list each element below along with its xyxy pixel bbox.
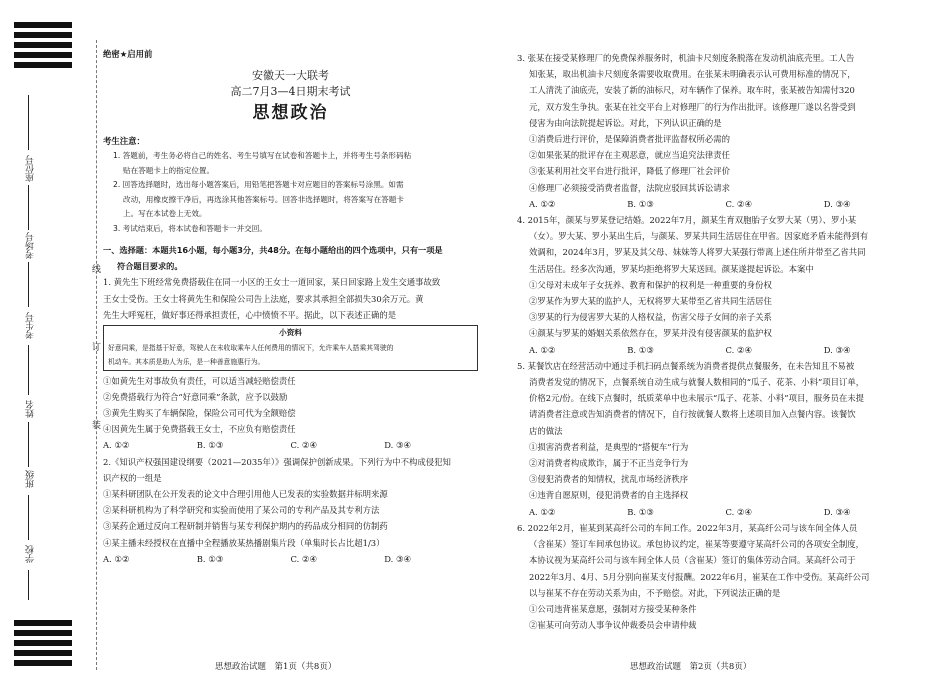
option-line: ②免费搭载行为符合“好意同乘”条款，应予以鼓励: [103, 391, 288, 402]
exam-title: 安徽天一大联考: [252, 69, 329, 83]
choice-d: D. ③④: [384, 440, 412, 451]
binding-rule: [28, 345, 29, 395]
binding-rule: [28, 422, 29, 467]
option-line: ③某药企通过反向工程研制并销售与某专利保护期内的药品成分相同的仿制药: [103, 521, 388, 532]
option-line: ③张某利用社交平台进行批评，降低了修理厂社会评价: [529, 166, 730, 177]
question-text: （含崔某）签订车间承包协议。承包协议约定，崔某等要遵守某高纤公司的各项安全制度，: [529, 539, 864, 550]
cut-mark-bind: 装: [92, 421, 102, 431]
answer-choices: [517, 342, 922, 358]
choice-b: B. ①③: [627, 344, 654, 355]
question-text: 消费者发觉的情况下，点餐系统自动生成与就餐人数相同的“瓜子、花茶、小料”项目订单，: [529, 377, 865, 388]
page-2-footer: 思想政治试题 第2页（共8页）: [630, 662, 752, 672]
question-text: 识产权的一组是: [103, 472, 162, 483]
notice-list: [103, 149, 478, 236]
info-box-line: 机动车。其本质是助人为乐，是一种善意施惠行为。: [108, 358, 265, 367]
confidential-mark: 绝密★启用前: [103, 49, 153, 59]
option-line: ③侵犯消费者的知情权，扰乱市场经济秩序: [529, 474, 689, 485]
choice-a: A. ①②: [103, 553, 130, 564]
option-line: ②对消费者构成欺诈，属于不正当竞争行为: [529, 458, 689, 469]
choice-c: C. ②④: [725, 344, 752, 355]
question-text: 本协议视为某高纤公司与该车间全体人员（含崔某）签订的集体劳动合同。某高纤公司于: [529, 555, 856, 566]
option-line: ③黄先生购买了车辆保险，保险公司可代为全额赔偿: [103, 407, 296, 418]
option-line: ②崔某可向劳动人事争议仲裁委员会申请仲裁: [529, 620, 697, 631]
exam-subtitle: 高二7月3—4日期末考试: [230, 85, 351, 99]
option-line: ①公司违背崔某意愿，强制对方接受某种条件: [529, 603, 697, 614]
choice-a: A. ①②: [529, 198, 556, 209]
binding-rule: [28, 495, 29, 540]
question-text: 5. 某餐饮店在经营活动中通过手机扫码点餐系统为消费者提供点餐服务，在未告知且不易被: [517, 360, 855, 371]
choice-b: B. ①③: [627, 506, 654, 517]
subject-title: 思想政治: [252, 102, 329, 123]
school-label: 学校: [26, 545, 36, 563]
cut-line: [96, 40, 97, 670]
question-text: 请消费者注意或告知消费者的情况下，自行按就餐人数将上述项目加入点餐内容。该餐饮: [529, 409, 856, 420]
notice-line: 改动，用橡皮擦干净后，再选涂其他答案标号。回答非选择题时，将答案写在答题卡: [123, 194, 404, 204]
page-1-footer: 思想政治试题 第1页（共8页）: [215, 662, 337, 672]
option-line: ④某主播未经授权在直播中全程播放某热播剧集片段（单集时长占比超1/3）: [103, 537, 385, 548]
answer-choices: [517, 196, 922, 212]
option-line: ②如果张某的批评存在主观恶意，就应当追究法律责任: [529, 150, 730, 161]
option-line: ②罗某作为罗大某的监护人，无权将罗大某带至乙省共同生活居住: [529, 296, 772, 307]
question-text: 先生大呼冤枉，做好事还得承担责任，心中愤愤不平。据此，以下表述正确的是: [103, 309, 397, 320]
option-line: ④因黄先生属于免费搭载王女士，不应负有赔偿责任: [103, 424, 296, 435]
question-text: 生活居住。经多次沟通，罗某均拒绝将罗大某送回。颜某遂提起诉讼。本案中: [529, 263, 814, 274]
answer-choices: [103, 437, 478, 453]
choice-c: C. ②④: [725, 198, 752, 209]
notice-line: 2. 回答选择题时，选出每小题答案后，用铅笔把答题卡对应题目的答案标号涂黑。如需: [113, 180, 404, 190]
question-4: [517, 212, 922, 358]
choice-b: B. ①③: [196, 553, 224, 564]
choice-c: C. ②④: [290, 553, 317, 564]
notice-line: 1. 答题前，考生务必将自己的姓名、考生号填写在试卷和答题卡上，并将考生号条形码粘: [113, 151, 412, 161]
option-line: ①损害消费者利益，是典型的“搭便车”行为: [529, 441, 689, 452]
question-text: 效调和，2024年3月，罗某及其父母、妹妹等人将罗大某强行带离上述住所并带至乙省共同: [529, 247, 866, 258]
seat-number-label: 座位号: [26, 155, 36, 182]
question-text: 2022年3月、4月、5月分别向崔某支付报酬。2022年6月，崔某在工作中受伤。某高纤公司: [529, 571, 870, 582]
question-text: 4. 2015年，颜某与罗某登记结婚。2022年7月，颜某生育双胞胎子女罗大某（男）、罗小某: [517, 215, 857, 226]
option-line: ①如黄先生对事故负有责任，可以适当减轻赔偿责任: [103, 375, 296, 386]
page-1: [103, 48, 478, 567]
question-5: [517, 358, 922, 520]
question-text: 3. 张某在接受某修理厂的免费保养服务时，机油卡尺刻度条脱落在发动机油底壳里。工人告: [517, 53, 855, 63]
question-text: 知张某，取出机油卡尺刻度条需要收取费用。在张某未明确表示认可费用标准的情况下，: [529, 69, 856, 80]
question-text: 以与崔某不存在劳动关系为由，不予赔偿。对此，下列说法正确的是: [529, 587, 781, 598]
choice-a: A. ①②: [529, 344, 556, 355]
question-text: 1. 黄先生下班经常免费搭载住在同一小区的王女士一道回家，某日回家路上发生交通事故致: [103, 277, 441, 288]
binding-rule: [28, 262, 29, 307]
notice-line: 上。写在本试卷上无效。: [123, 209, 207, 219]
answer-choices: [103, 551, 478, 567]
question-text: 6. 2022年2月，崔某到某高纤公司的车间工作。2022年3月，某高纤公司与该车间全体人员: [517, 522, 858, 533]
choice-b: B. ①③: [196, 440, 224, 451]
question-6: [517, 520, 922, 633]
option-line: ①某科研团队在公开发表的论文中合理引用他人已发表的实验数据并标明来源: [103, 488, 388, 499]
choice-b: B. ①③: [627, 198, 654, 209]
question-text: 侵害为由向法院提起诉讼。对此，下列认识正确的是: [529, 117, 722, 128]
question-text: 2.《知识产权强国建设纲要（2021—2035年）》强调保护创新成果。下列行为中不构成侵犯知: [103, 456, 451, 467]
question-text: 王女士受伤。王女士将黄先生和保险公司告上法庭，要求其承担全部损失30余万元。黄: [103, 293, 424, 304]
choice-d: D. ③④: [384, 553, 412, 564]
choice-d: D. ③④: [823, 506, 851, 517]
cut-mark-line: 线: [92, 265, 102, 275]
option-line: ③罗某的行为侵害罗大某的人格权益，伤害父母子女间的亲子关系: [529, 312, 772, 323]
section-header-line: 符合题目要求的。: [117, 261, 183, 272]
question-text: 工人清洗了油底壳，安装了新的油标尺，对车辆作了保养。取车时，张某被告知需付320: [529, 85, 855, 96]
option-line: ④违背自愿原则，侵犯消费者的自主选择权: [529, 490, 689, 501]
notice-line: 贴在答题卡上的指定位置。: [123, 165, 215, 175]
class-label: 班级: [26, 470, 36, 488]
option-line: ①消费后进行评价，是保障消费者批评监督权所必需的: [529, 134, 730, 145]
section-header: [103, 242, 478, 274]
question-text: 店的做法: [529, 425, 563, 436]
page-2: [517, 50, 922, 633]
question-1: [103, 274, 478, 453]
candidate-number-label: 考生号: [26, 312, 36, 339]
cut-mark-staple: 订: [92, 343, 102, 353]
notice-title: 考生注意：: [103, 135, 145, 146]
choice-a: A. ①②: [103, 440, 130, 451]
info-box: [103, 325, 478, 371]
name-label: 姓名: [26, 400, 36, 418]
binding-rule: [28, 570, 29, 600]
choice-d: D. ③④: [823, 198, 851, 209]
binding-rule: [28, 95, 29, 150]
question-3: [517, 50, 922, 212]
info-box-line: 好意同乘，是指基于好意，驾驶人在未收取乘车人任何费用的情况下，允许乘车人搭乘其驾驶的: [108, 343, 394, 352]
choice-a: A. ①②: [529, 506, 556, 517]
section-header-line: 一、选择题：本题共16小题，每小题3分，共48分。在每小题给出的四个选项中，只有一项是: [103, 245, 443, 256]
binding-rule: [28, 185, 29, 230]
question-text: 元，双方发生争执。张某在社交平台上对修理厂的行为作出批评。该修理厂遂以名誉受到: [529, 101, 856, 112]
question-2: [103, 454, 478, 567]
info-box-title: 小资料: [279, 328, 302, 338]
exam-room-label: 考场号: [26, 232, 36, 259]
choice-d: D. ③④: [823, 344, 851, 355]
option-line: ④修理厂必须接受消费者监督，法院应驳回其诉讼请求: [529, 182, 730, 193]
answer-choices: [517, 504, 922, 520]
choice-c: C. ②④: [725, 506, 752, 517]
question-text: （女）。罗大某、罗小某出生后，与颜某、罗某共同生活居住在甲省。因家庭矛盾未能得到有: [529, 231, 869, 242]
binding-stripes: [14, 22, 72, 670]
question-text: 价格2元/份。在线下点餐时，纸质菜单中也未展示“瓜子、花茶、小料”项目，服务员在未提: [529, 393, 864, 404]
option-line: ②某科研机构为了科学研究和实验而使用了某公司的专利产品及其专利方法: [103, 505, 380, 516]
notice-line: 3. 考试结束后，将本试卷和答题卡一并交回。: [113, 223, 267, 233]
option-line: ④颜某与罗某的婚姻关系依然存在，罗某并没有侵害颜某的监护权: [529, 328, 772, 339]
choice-c: C. ②④: [290, 440, 317, 451]
option-line: ①父母对未成年子女抚养、教育和保护的权利是一种重要的身份权: [529, 279, 772, 290]
